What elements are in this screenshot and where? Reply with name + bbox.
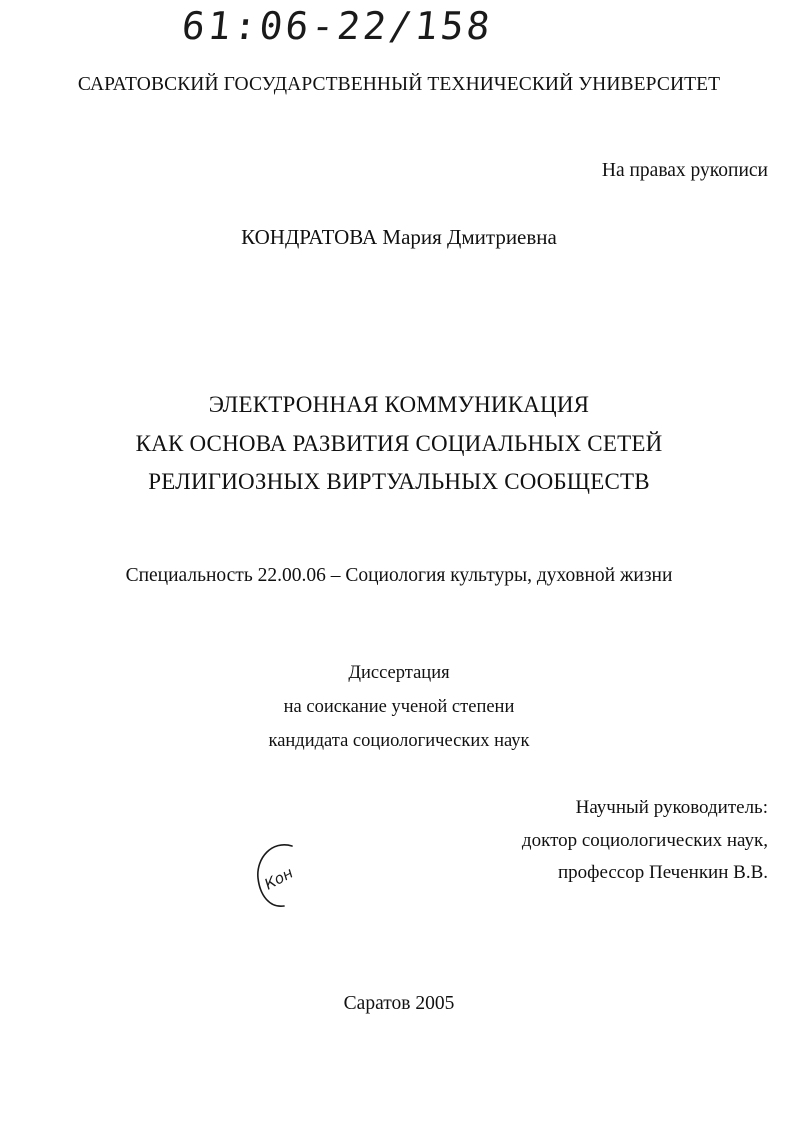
author-name: КОНДРАТОВА Мария Дмитриевна [241,225,557,249]
supervisor-heading: Научный руководитель: [575,797,768,818]
supervisor-name: профессор Печенкин В.В. [557,862,768,883]
specialty-line: Специальность 22.00.06 – Социология культуры, духовной жизни [125,565,673,586]
thesis-degree-line: на соискание ученой степени [283,697,515,717]
archive-number-handwritten: 61:06-22/158 [179,4,495,48]
dissertation-title-line: РЕЛИГИОЗНЫХ ВИРТУАЛЬНЫХ СООБЩЕСТВ [148,469,650,494]
handwritten-signature [252,838,312,912]
university-name: САРАТОВСКИЙ ГОСУДАРСТВЕННЫЙ ТЕХНИЧЕСКИЙ УНИВЕРСИТЕТ [77,74,721,95]
dissertation-title-line: КАК ОСНОВА РАЗВИТИЯ СОЦИАЛЬНЫХ СЕТЕЙ [135,431,663,456]
thesis-field-line: кандидата социологических наук [268,731,530,751]
city-year: Саратов 2005 [343,993,455,1014]
signature-initials: Кон [261,863,297,894]
dissertation-title-line: ЭЛЕКТРОННАЯ КОММУНИКАЦИЯ [208,392,590,417]
manuscript-note: На правах рукописи [601,160,768,181]
thesis-type-line: Диссертация [348,663,450,683]
supervisor-degree: доктор социологических наук, [521,830,768,851]
